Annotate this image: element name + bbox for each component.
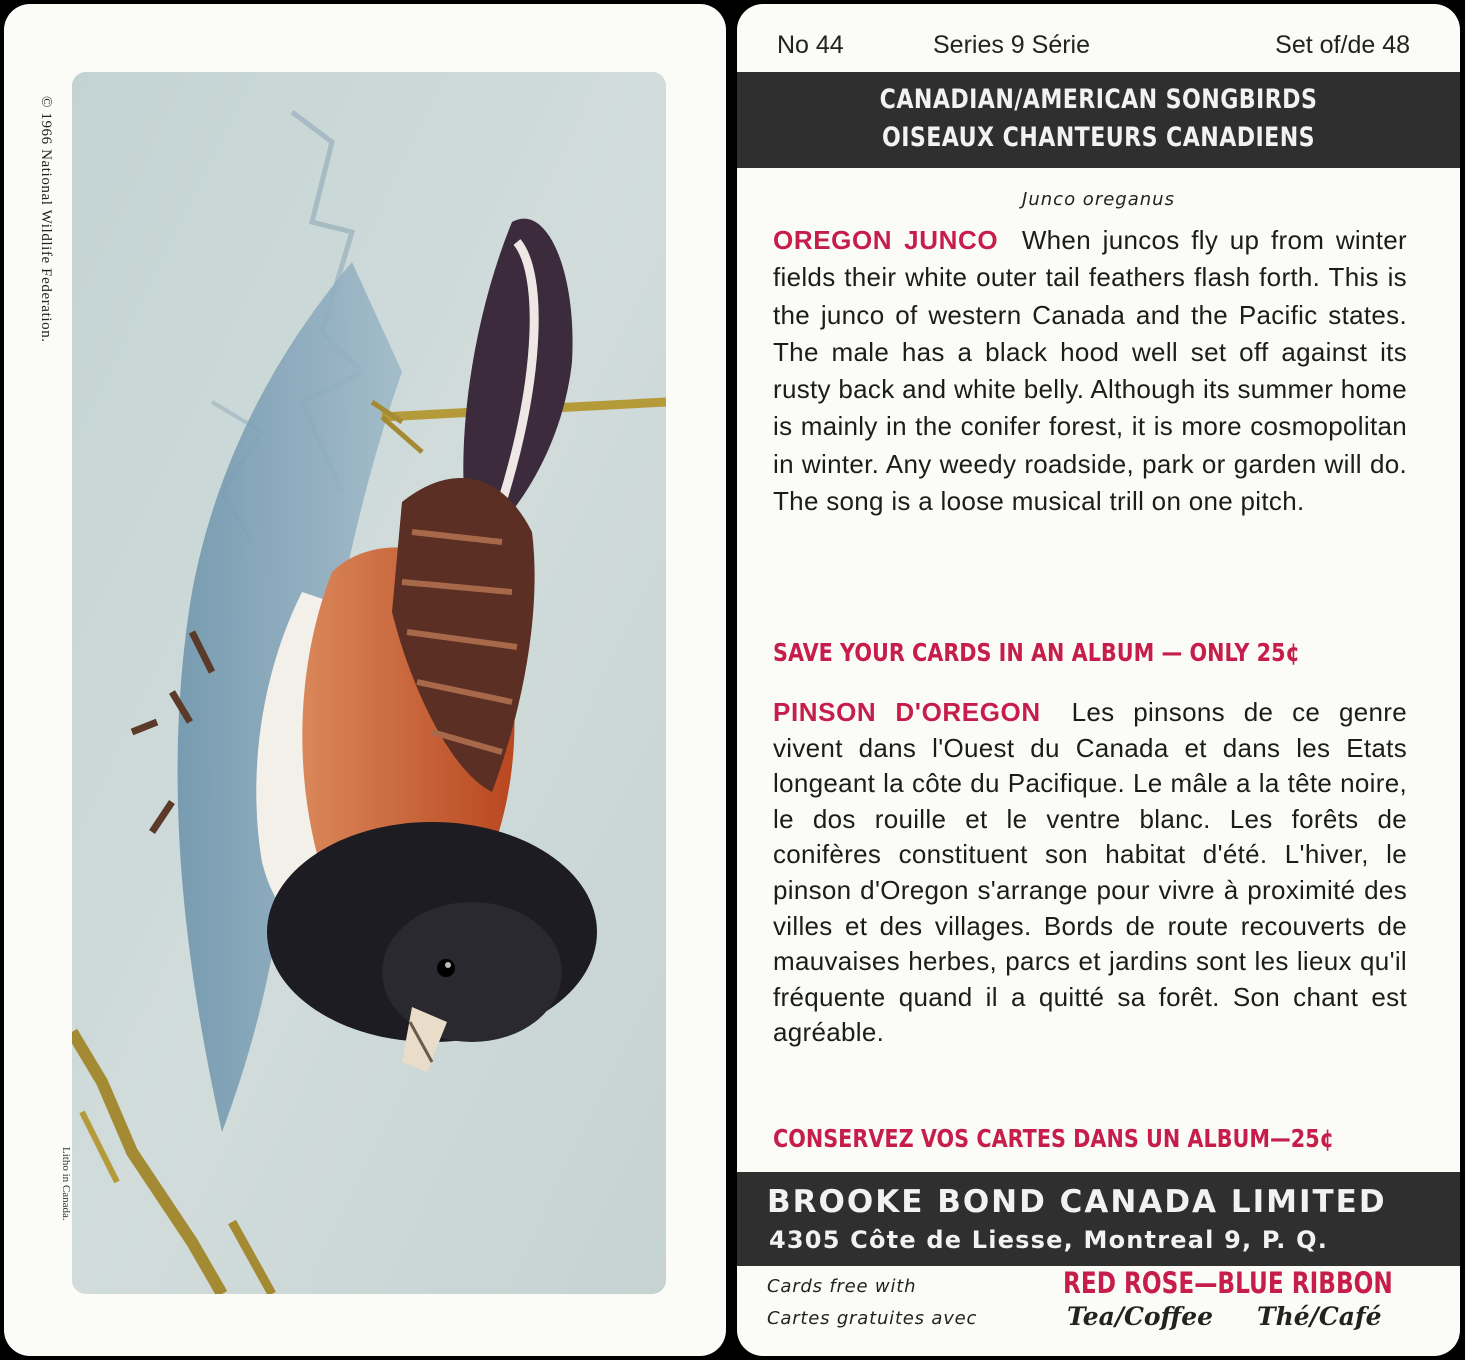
bird-illustration — [72, 72, 666, 1294]
set-count: Set of/de 48 — [1275, 31, 1410, 59]
english-album-promo: SAVE YOUR CARDS IN AN ALBUM — ONLY 25¢ — [773, 638, 1300, 667]
french-album-promo: CONSERVEZ VOS CARTES DANS UN ALBUM—25¢ — [773, 1124, 1335, 1153]
litho-notice: Litho in Canada. — [60, 1147, 72, 1221]
card-number: No 44 — [777, 31, 844, 59]
brand-names: RED ROSE—BLUE RIBBON — [1063, 1266, 1393, 1300]
set-title-fr: OISEAUX CHANTEURS CANADIENS — [881, 122, 1316, 153]
series-label: Series 9 Série — [933, 31, 1091, 59]
oregon-junco-painting — [72, 72, 666, 1294]
french-text: Les pinsons de ce genre vivent dans l'Ouest du Canada et dans les Etats longeant la côte du Pacifique. Le mâle a la tête noire, le dos rouille et le ventre blanc. Les forêts de conifères constituent son habitat d'été. L'hiver, le pinson d'Oregon s'arrange pour vivre à proximité des villes et des villages. Bords de route recouverts de mauvaises herbes, parcs et jardins sont les lieux qu'il fréquente quand il a quitté sa forêt. Son chant est agréable. — [773, 697, 1407, 1048]
english-description — [773, 222, 1407, 520]
french-description — [773, 695, 1407, 1051]
products-en: Tea/Coffee — [1067, 1302, 1214, 1331]
products-fr: Thé/Café — [1257, 1302, 1382, 1331]
company-address: 4305 Côte de Liesse, Montreal 9, P. Q. — [769, 1226, 1329, 1254]
company-band — [737, 1172, 1460, 1266]
latin-name: Junco oreganus — [1022, 189, 1175, 210]
french-bird-name: PINSON D'OREGON — [773, 697, 1041, 727]
card-header-line — [777, 31, 1410, 67]
card-back — [737, 4, 1460, 1356]
set-title-en: CANADIAN/AMERICAN SONGBIRDS — [879, 84, 1318, 115]
cards-free-en: Cards free with — [767, 1276, 917, 1297]
english-bird-name: OREGON JUNCO — [773, 225, 999, 255]
card-front — [4, 4, 726, 1356]
english-text: When juncos fly up from winter fields their white outer tail feathers flash forth. This is the junco of western Canada and the Pacific states. The male has a black hood well set off against its rusty back and white belly. Although its summer home is mainly in the conifer forest, it is more cosmopolitan in winter. Any weedy roadside, park or garden will do. The song is a loose musical trill on one pitch. — [773, 225, 1407, 517]
company-name: BROOKE BOND CANADA LIMITED — [767, 1184, 1387, 1220]
set-title-band — [737, 72, 1460, 168]
copyright-notice: © 1966 National Wildlife Federation. — [38, 96, 54, 343]
cards-free-fr: Cartes gratuites avec — [767, 1308, 978, 1329]
